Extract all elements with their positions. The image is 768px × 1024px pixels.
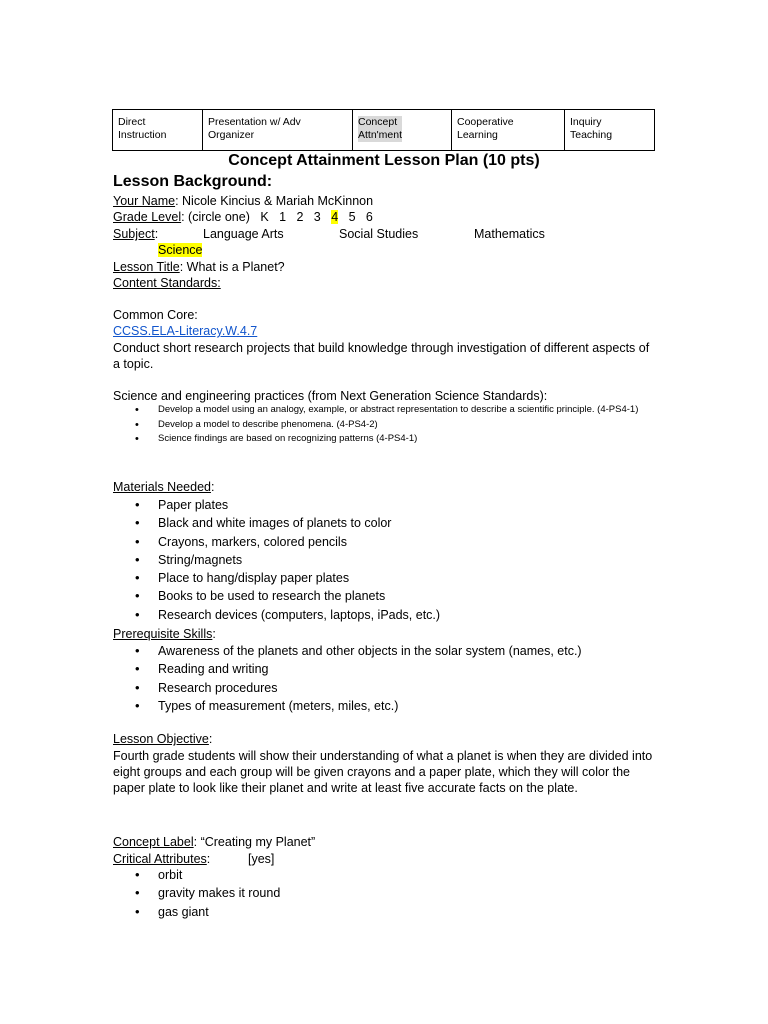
list-item: • gravity makes it round bbox=[113, 884, 653, 902]
grade-selected: 4 bbox=[331, 210, 339, 224]
prerequisites-list bbox=[113, 642, 653, 715]
objective-heading: Lesson Objective: bbox=[113, 732, 213, 746]
list-item: • String/magnets bbox=[113, 551, 653, 569]
grade-level-prefix: : (circle one) bbox=[181, 210, 250, 224]
model-cooperative-learning: Cooperative Learning bbox=[452, 110, 565, 151]
list-item: • Black and white images of planets to color bbox=[113, 514, 653, 532]
objective-label: Lesson Objective bbox=[113, 732, 209, 746]
lesson-title-label: Lesson Title bbox=[113, 260, 180, 274]
objective-text: Fourth grade students will show their understanding of what a planet is when they are divided into eight groups and each group will be given crayons and a paper plate, which they will color the paper plate to look like their planet and write at least five accurate facts on the plate. bbox=[113, 749, 653, 795]
subject-selected-line bbox=[158, 242, 202, 258]
your-name-value: : Nicole Kincius & Mariah McKinnon bbox=[175, 194, 374, 208]
list-item: • Reading and writing bbox=[113, 660, 653, 678]
science-practices-list bbox=[113, 404, 653, 448]
lesson-title-value: : What is a Planet? bbox=[179, 260, 285, 274]
ccss-link[interactable]: CCSS.ELA-Literacy.W.4.7 bbox=[113, 324, 258, 338]
subject-selected: Science bbox=[158, 243, 203, 257]
grade-level-label: Grade Level bbox=[113, 210, 182, 224]
your-name-line bbox=[113, 193, 373, 209]
critical-attributes-list bbox=[113, 866, 653, 921]
model-inquiry-teaching: Inquiry Teaching bbox=[565, 110, 655, 151]
lesson-title-line bbox=[113, 259, 285, 275]
critical-attributes-value: [yes] bbox=[248, 852, 275, 866]
subject-social-studies: Social Studies bbox=[339, 227, 419, 241]
list-item: • orbit bbox=[113, 866, 653, 884]
common-core-label: Common Core: bbox=[113, 308, 198, 322]
section-heading: Lesson Background: bbox=[113, 173, 273, 190]
list-item: • Research procedures bbox=[113, 679, 653, 697]
prerequisites-heading: Prerequisite Skills: bbox=[113, 627, 216, 641]
teaching-model-table bbox=[112, 109, 655, 151]
common-core-link-line bbox=[113, 323, 257, 339]
prerequisites-label: Prerequisite Skills bbox=[113, 627, 213, 641]
critical-attributes-label: Critical Attributes bbox=[113, 852, 207, 866]
subject-line: Subject: Language Arts Social Studies Mathematics bbox=[113, 227, 545, 241]
common-core-text: Conduct short research projects that build knowledge through investigation of different aspects of a topic. bbox=[113, 341, 650, 371]
model-direct-instruction: Direct Instruction bbox=[113, 110, 203, 151]
subject-language-arts: Language Arts bbox=[203, 227, 284, 241]
concept-label-value: : “Creating my Planet” bbox=[193, 835, 316, 849]
critical-attributes-line: Critical Attributes: [yes] bbox=[113, 852, 275, 866]
concept-label-line bbox=[113, 834, 315, 850]
list-item: • Books to be used to research the planets bbox=[113, 587, 653, 605]
list-item: • Types of measurement (meters, miles, etc.) bbox=[113, 697, 653, 715]
list-item: • Develop a model to describe phenomena. (4-PS4-2) bbox=[113, 419, 653, 432]
subject-mathematics: Mathematics bbox=[474, 227, 545, 241]
page-title: Concept Attainment Lesson Plan (10 pts) bbox=[228, 152, 540, 169]
content-standards-label: Content Standards: bbox=[113, 276, 221, 290]
list-item: • Awareness of the planets and other objects in the solar system (names, etc.) bbox=[113, 642, 653, 660]
list-item: • Science findings are based on recognizing patterns (4-PS4-1) bbox=[113, 433, 653, 446]
materials-list bbox=[113, 496, 653, 624]
grade-options-after: 5 6 bbox=[348, 210, 373, 224]
content-standards-line bbox=[113, 275, 221, 291]
list-item: • Develop a model using an analogy, example, or abstract representation to describe a scientific principle. (4-PS4-1) bbox=[113, 404, 653, 417]
list-item: • Research devices (computers, laptops, iPads, etc.) bbox=[113, 606, 653, 624]
list-item: • Place to hang/display paper plates bbox=[113, 569, 653, 587]
grade-level-line bbox=[113, 209, 373, 225]
concept-label-label: Concept Label bbox=[113, 835, 194, 849]
your-name-label: Your Name bbox=[113, 194, 176, 208]
science-practices-intro: Science and engineering practices (from Next Generation Science Standards): bbox=[113, 389, 548, 403]
grade-options-before: K 1 2 3 bbox=[260, 210, 321, 224]
list-item: • gas giant bbox=[113, 903, 653, 921]
subject-label: Subject bbox=[113, 227, 155, 241]
list-item: • Paper plates bbox=[113, 496, 653, 514]
model-presentation-adv-organizer: Presentation w/ Adv Organizer bbox=[203, 110, 353, 151]
materials-label: Materials Needed bbox=[113, 480, 211, 494]
model-concept-attainment: Concept Attn'ment bbox=[353, 110, 452, 151]
list-item: • Crayons, markers, colored pencils bbox=[113, 533, 653, 551]
materials-heading: Materials Needed: bbox=[113, 480, 215, 494]
